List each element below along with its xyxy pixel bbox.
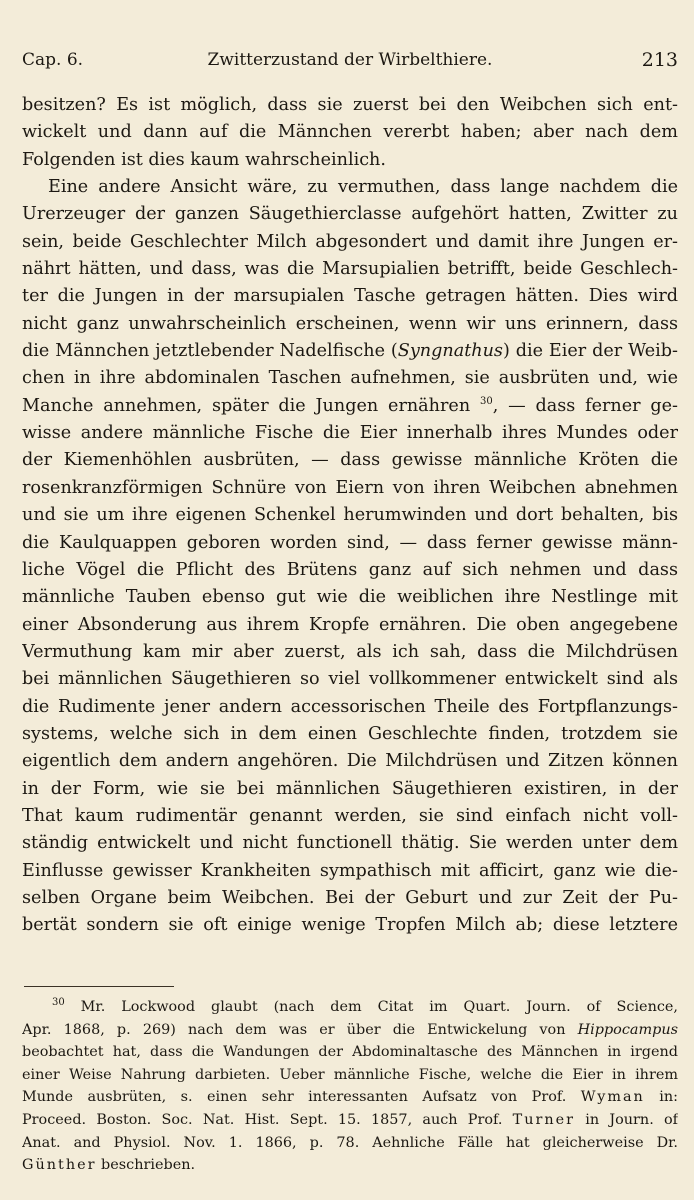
text-line: nicht ganz unwahrscheinlich erscheinen, wenn wir uns erinnern, dass (22, 313, 678, 334)
footnote-line: beobachtet hat, dass die Wandungen der Abdominaltasche des Männchen in irgend (22, 1044, 678, 1061)
text-fragment: Munde ausbrüten, s. einen sehr interessanten Aufsatz von Prof. (22, 1089, 581, 1106)
text-line: nährt hätten, und dass, was die Marsupialien betrifft, beide Geschlech- (22, 259, 678, 280)
text-line: wisse andere männliche Fische die Eier innerhalb ihres Mundes oder (22, 423, 678, 444)
text-line: Vermuthung kam mir aber zuerst, als ich sah, dass die Milchdrüsen (22, 641, 678, 662)
footnote-line (22, 996, 678, 1019)
text-fragment: in Journ. of (575, 1111, 678, 1128)
footnote-divider (24, 986, 174, 987)
text-line: der Kiemenhöhlen ausbrüten, — dass gewisse männliche Kröten die (22, 450, 678, 471)
text-fragment: die Männchen jetztlebender Nadelfische ( (22, 341, 398, 362)
text-fragment: ) die Eier der Weib- (502, 341, 678, 362)
text-line: systems, welche sich in dem einen Geschlechte finden, trotzdem sie (22, 723, 678, 744)
text-line: besitzen? Es ist möglich, dass sie zuerst bei den Weibchen sich ent- (22, 95, 678, 115)
text-fragment: beschrieben. (96, 1157, 196, 1174)
text-line: die Rudimente jener andern accessorischen Theile des Fortpflanzungs- (22, 696, 678, 717)
text-line: bei männlichen Säugethieren so viel vollkommener entwickelt sind als (22, 669, 678, 690)
text-fragment: Apr. 1868, p. 269) nach dem was er über die Entwickelung von (22, 1021, 578, 1038)
text-line: in der Form, wie sie bei männlichen Säugethieren existiren, in der (22, 778, 678, 799)
text-line: Folgenden ist dies kaum wahrscheinlich. (22, 149, 386, 170)
chapter-label: Cap. 6. (22, 50, 84, 70)
text-line: liche Vögel die Pflicht des Brütens ganz auf sich nehmen und dass (22, 559, 678, 580)
text-line: Urerzeuger der ganzen Säugethierclasse aufgehört hatten, Zwitter zu (22, 204, 678, 225)
text-line-footnote-ref (22, 393, 678, 420)
genus-name-italic: Hippocampus (577, 1021, 678, 1038)
text-line: ständig entwickelt und nicht functionell thätig. Sie werden unter dem (22, 833, 678, 854)
text-line: Einflusse gewisser Krankheiten sympathisch mit afficirt, ganz wie die- (22, 860, 678, 881)
footnote-line (22, 1154, 678, 1177)
text-line: einer Absonderung aus ihrem Kropfe ernähren. Die oben angegebene (22, 614, 678, 635)
text-fragment: in: (644, 1089, 678, 1106)
running-title: Zwitterzustand der Wirbelthiere. (207, 50, 493, 70)
footnote-marker: 30 (52, 997, 65, 1009)
text-fragment: Manche annehmen, später die Jungen ernähren (22, 395, 480, 416)
text-line: chen in ihre abdominalen Taschen aufnehmen, sie ausbrüten und, wie (22, 368, 678, 389)
text-line: und sie um ihre eigenen Schenkel herumwinden und dort behalten, bis (22, 505, 678, 526)
text-line: sein, beide Geschlechter Milch abgesondert und damit ihre Jungen er- (22, 231, 678, 252)
footnote-line: Anat. and Physiol. Nov. 1. 1866, p. 78. Aehnliche Fälle hat gleicherweise Dr. (22, 1134, 678, 1151)
body-text (22, 92, 678, 940)
text-fragment: Proceed. Boston. Soc. Nat. Hist. Sept. 15. 1857, auch Prof. (22, 1111, 513, 1128)
text-line-syngnathus (22, 338, 678, 365)
text-line: wickelt und dann auf die Männchen vererbt haben; aber nach dem (22, 122, 678, 143)
text-line: eigentlich dem andern angehören. Die Milchdrüsen und Zitzen können (22, 751, 678, 772)
running-header (22, 46, 678, 74)
text-line: selben Organe beim Weibchen. Bei der Geburt und zur Zeit der Pu- (22, 887, 678, 908)
paragraph-main (22, 174, 678, 940)
author-name: Wyman (580, 1089, 645, 1106)
author-name: Turner (512, 1111, 576, 1128)
footnote-line (22, 1109, 678, 1132)
footnote-line (22, 1086, 678, 1109)
genus-name-italic: Syngnathus (397, 341, 503, 362)
paragraph-continued (22, 92, 678, 174)
text-line: That kaum rudimentär genannt werden, sie sind einfach nicht voll- (22, 805, 678, 826)
text-line: bertät sondern sie oft einige wenige Tropfen Milch ab; diese letztere (22, 915, 678, 936)
footnote-reference: 30 (479, 395, 493, 407)
footnote-line: einer Weise Nahrung darbieten. Ueber männliche Fische, welche die Eier in ihrem (22, 1066, 678, 1083)
text-fragment: Mr. Lockwood glaubt (nach dem Citat im Quart. Journ. of Science, (64, 999, 678, 1015)
author-name: Günther (22, 1157, 97, 1174)
footnote-line (22, 1019, 678, 1042)
text-line: Eine andere Ansicht wäre, zu vermuthen, dass lange nachdem die (48, 177, 678, 198)
text-line: ter die Jungen in der marsupialen Tasche getragen hätten. Dies wird (22, 286, 678, 307)
page-number: 213 (641, 49, 678, 71)
text-line: rosenkranzförmigen Schnüre von Eiern von ihren Weibchen abnehmen (22, 477, 678, 498)
text-fragment: , — dass ferner ge- (492, 395, 678, 416)
text-line: die Kaulquappen geboren worden sind, — dass ferner gewisse männ- (22, 532, 678, 553)
text-line: männliche Tauben ebenso gut wie die weiblichen ihre Nestlinge mit (22, 587, 678, 608)
footnote (22, 996, 678, 1177)
